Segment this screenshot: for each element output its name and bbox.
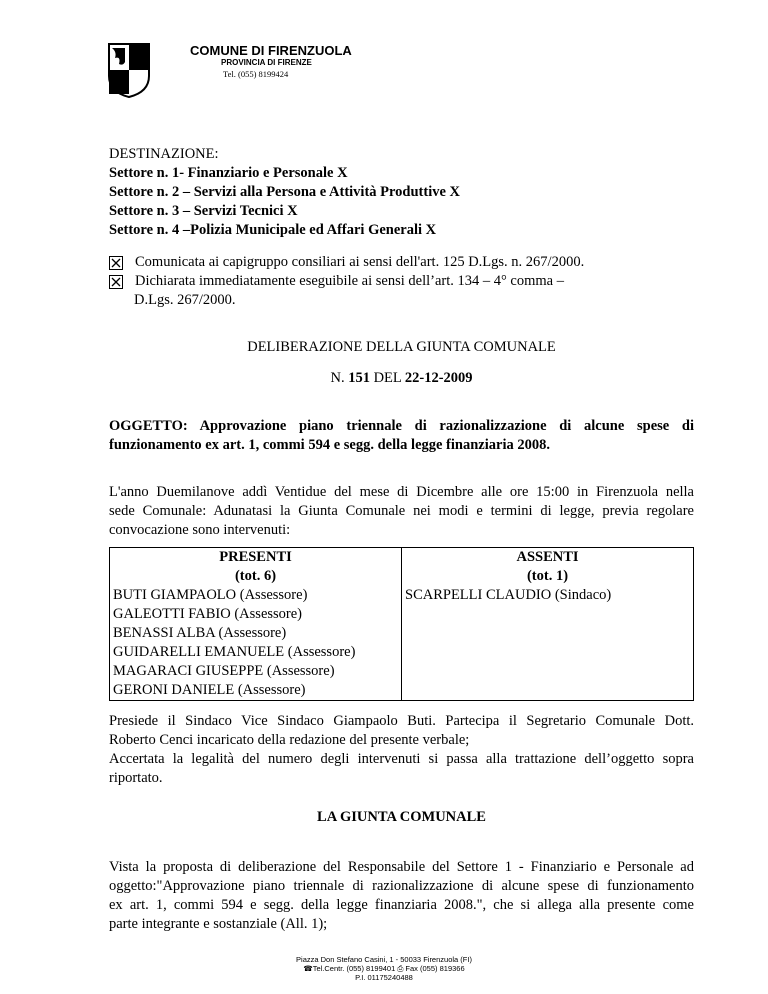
presides-line: Roberto Cenci incaricato della redazione del presente verbale; <box>109 732 470 748</box>
checkbox-list <box>109 253 584 310</box>
destination-label: DESTINAZIONE: <box>109 146 219 162</box>
section-heading: LA GIUNTA COMUNALE <box>317 809 486 825</box>
footer <box>0 955 768 982</box>
municipal-coat-of-arms-logo <box>107 42 151 98</box>
subject-line: OGGETTO: Approvazione piano triennale di razionalizzazione di alcune spese di <box>109 418 694 434</box>
subject-line: funzionamento ex art. 1, commi 594 e segg. della legge finanziaria 2008. <box>109 437 550 453</box>
present-total: (tot. 6) <box>234 568 277 584</box>
present-member: GUIDARELLI EMANUELE (Assessore) <box>113 644 356 660</box>
destination-item: Settore n. 3 – Servizi Tecnici X <box>109 203 298 219</box>
footer-phone-fax: ☎Tel.Centr. (055) 8199401 ⎙ Fax (055) 819366 <box>303 964 465 973</box>
destination-item: Settore n. 4 –Polizia Municipale ed Affari Generali X <box>109 222 437 238</box>
presides-paragraph <box>109 712 694 788</box>
destination-block <box>109 145 460 240</box>
footer-vat: P.I. 01175240488 <box>355 973 413 982</box>
presides-line: riportato. <box>109 770 163 786</box>
checked-box-icon <box>109 256 123 270</box>
header-telephone: Tel. (055) 8199424 <box>223 69 289 79</box>
number-prefix: N. <box>330 370 349 386</box>
proposal-line: Vista la proposta di deliberazione del Responsabile del Settore 1 - Finanziario e Personale ad <box>109 859 694 875</box>
intro-paragraph <box>109 483 694 540</box>
footer-address: Piazza Don Stefano Casini, 1 - 50033 Firenzuola (FI) <box>296 955 472 964</box>
proposal-line: parte integrante e sostanziale (All. 1); <box>109 916 328 932</box>
destination-item: Settore n. 1- Finanziario e Personale X <box>109 165 348 181</box>
present-member: GALEOTTI FABIO (Assessore) <box>113 606 303 622</box>
absent-member: SCARPELLI CLAUDIO (Sindaco) <box>405 587 612 603</box>
check-label-executable: Dichiarata immediatamente eseguibile ai sensi dell’art. 134 – 4° comma – <box>135 273 564 289</box>
absent-header: ASSENTI <box>516 549 579 565</box>
check-label-executable-cont: D.Lgs. 267/2000. <box>134 292 236 308</box>
intro-line: sede Comunale: Adunatasi la Giunta Comunale nei modi e termini di legge, previa regolare <box>109 503 694 519</box>
present-member: MAGARACI GIUSEPPE (Assessore) <box>113 663 335 679</box>
present-column <box>110 548 402 701</box>
proposal-line: ex art. 1, commi 594 e segg. della legge finanziaria 2008.", che si allega alla presente come <box>109 897 694 913</box>
subject-block <box>109 417 694 455</box>
deliberation-number: 151 <box>348 370 370 386</box>
checked-box-icon <box>109 275 123 289</box>
proposal-line: oggetto:"Approvazione piano triennale di razionalizzazione di alcune spese di funzionamento <box>109 878 694 894</box>
intro-line: convocazione sono intervenuti: <box>109 522 291 538</box>
deliberation-heading: DELIBERAZIONE DELLA GIUNTA COMUNALE <box>247 339 556 355</box>
deliberation-number-line <box>109 369 694 388</box>
municipality-name: COMUNE DI FIRENZUOLA <box>190 43 352 58</box>
check-immediately-executable <box>109 272 584 291</box>
absent-total: (tot. 1) <box>526 568 569 584</box>
present-member: GERONI DANIELE (Assessore) <box>113 682 306 698</box>
check-communicated <box>109 253 584 272</box>
present-header: PRESENTI <box>219 549 292 565</box>
absent-column <box>402 548 694 701</box>
presides-line: Presiede il Sindaco Vice Sindaco Giampaolo Buti. Partecipa il Segretario Comunale Dott. <box>109 713 694 729</box>
deliberation-date: 22-12-2009 <box>404 370 473 386</box>
present-member: BUTI GIAMPAOLO (Assessore) <box>113 587 308 603</box>
del-word: DEL <box>369 370 405 386</box>
check-label-communicated: Comunicata ai capigruppo consiliari ai sensi dell'art. 125 D.Lgs. n. 267/2000. <box>135 254 585 270</box>
province-name: PROVINCIA DI FIRENZE <box>221 58 312 67</box>
presides-line: Accertata la legalità del numero degli intervenuti si passa alla trattazione dell’oggetto sopra <box>109 751 694 767</box>
present-member: BENASSI ALBA (Assessore) <box>113 625 287 641</box>
destination-item: Settore n. 2 – Servizi alla Persona e Attività Produttive X <box>109 184 461 200</box>
attendance-table <box>109 547 694 701</box>
intro-line: L'anno Duemilanove addì Ventidue del mese di Dicembre alle ore 15:00 in Firenzuola nella <box>109 484 694 500</box>
proposal-paragraph <box>109 858 694 934</box>
